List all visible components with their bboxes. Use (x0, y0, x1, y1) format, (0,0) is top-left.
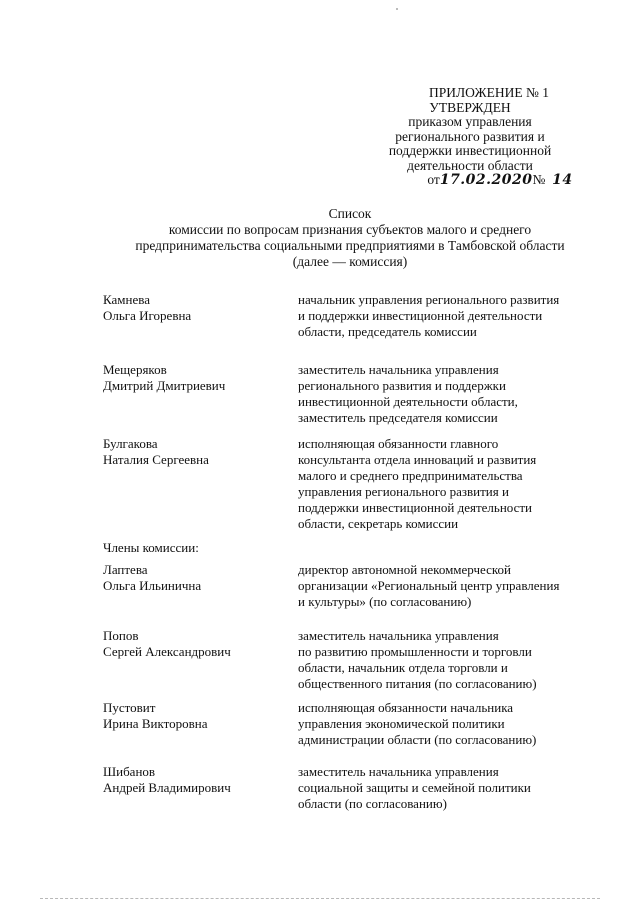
role-line: управления экономической политики (298, 716, 505, 731)
handwritten-date: 17.02.2020 (439, 172, 533, 188)
role-line: и культуры» (по согласованию) (298, 594, 472, 609)
role-line: и поддержки инвестиционной деятельности (298, 308, 543, 323)
member-surname: Камнева (103, 292, 150, 307)
member-name (103, 292, 273, 324)
appendix-number: ПРИЛОЖЕНИЕ № 1 (428, 85, 550, 100)
member-name (103, 628, 273, 660)
member-surname: Булгакова (103, 436, 158, 451)
role-line: поддержки инвестиционной деятельности (298, 500, 533, 515)
role-line: заместитель председателя комиссии (298, 410, 498, 425)
member-role (298, 362, 600, 426)
member-role (298, 436, 600, 532)
role-line: по развитию промышленности и торговли (298, 644, 532, 659)
role-line: инвестиционной деятельности области, (298, 394, 518, 409)
document-title (100, 206, 600, 270)
approval-order-line: приказом управления (408, 114, 532, 129)
role-line: регионального развития и поддержки (298, 378, 506, 393)
member-surname: Шибанов (103, 764, 156, 779)
role-line: начальник управления регионального развития (298, 292, 560, 307)
member-given-names: Ольга Ильинична (103, 578, 202, 593)
approval-authority-line-2: поддержки инвестиционной (388, 143, 552, 158)
scan-artifact-dot (396, 8, 398, 10)
role-line: области, секретарь комиссии (298, 516, 459, 531)
approved-label: УТВЕРЖДЕН (429, 99, 511, 115)
role-line: исполняющая обязанности главного (298, 436, 499, 451)
role-line: области, начальник отдела торговли и (298, 660, 508, 675)
member-role (298, 628, 600, 692)
role-line: организации «Региональный центр управления (298, 578, 560, 593)
member-given-names: Сергей Александрович (103, 644, 231, 659)
approval-authority-line-3: деятельности области (407, 157, 533, 173)
role-line: общественного питания (по согласованию) (298, 676, 537, 691)
title-line-4: (далее — комиссия) (292, 254, 408, 269)
role-line: исполняющая обязанности начальника (298, 700, 514, 715)
member-given-names: Ирина Викторовна (103, 716, 208, 731)
approval-authority-line-1: регионального развития и (395, 128, 545, 144)
role-line: заместитель начальника управления (298, 764, 499, 779)
role-line: социальной защиты и семейной политики (298, 780, 531, 795)
role-line: заместитель начальника управления (298, 362, 499, 377)
role-line: консультанта отдела инноваций и развития (298, 452, 537, 467)
member-role (298, 764, 600, 812)
role-line: администрации области (по согласованию) (298, 732, 537, 747)
member-name (103, 764, 273, 796)
title-list: Список (328, 206, 372, 221)
role-line: области, председатель комиссии (298, 324, 477, 339)
scan-edge-line (40, 898, 600, 899)
approval-stamp (360, 86, 580, 188)
member-role (298, 292, 600, 340)
title-line-3: предпринимательства социальными предприятиями в Тамбовской области (135, 238, 565, 253)
members-heading: Члены комиссии: (103, 540, 199, 555)
role-line: управления регионального развития и (298, 484, 509, 499)
role-line: малого и среднего предпринимательства (298, 468, 523, 483)
member-surname: Пустовит (103, 700, 156, 715)
member-name (103, 362, 273, 394)
member-name (103, 700, 273, 732)
member-name (103, 436, 273, 468)
member-surname: Мещеряков (103, 362, 167, 377)
role-line: директор автономной некоммерческой (298, 562, 511, 577)
date-prefix: от (427, 172, 440, 187)
member-given-names: Ольга Игоревна (103, 308, 192, 323)
member-surname: Лаптева (103, 562, 148, 577)
member-given-names: Андрей Владимирович (103, 780, 231, 795)
member-given-names: Наталия Сергеевна (103, 452, 209, 467)
member-role (298, 562, 600, 610)
handwritten-number: 14 (552, 172, 573, 188)
member-surname: Попов (103, 628, 139, 643)
role-line: области (по согласованию) (298, 796, 447, 811)
member-role (298, 700, 600, 748)
approval-date-line (420, 173, 580, 188)
role-line: заместитель начальника управления (298, 628, 499, 643)
member-given-names: Дмитрий Дмитриевич (103, 378, 226, 393)
member-name (103, 562, 273, 594)
number-label: № (532, 172, 546, 187)
title-line-2: комиссии по вопросам признания субъектов малого и среднего (168, 222, 532, 237)
